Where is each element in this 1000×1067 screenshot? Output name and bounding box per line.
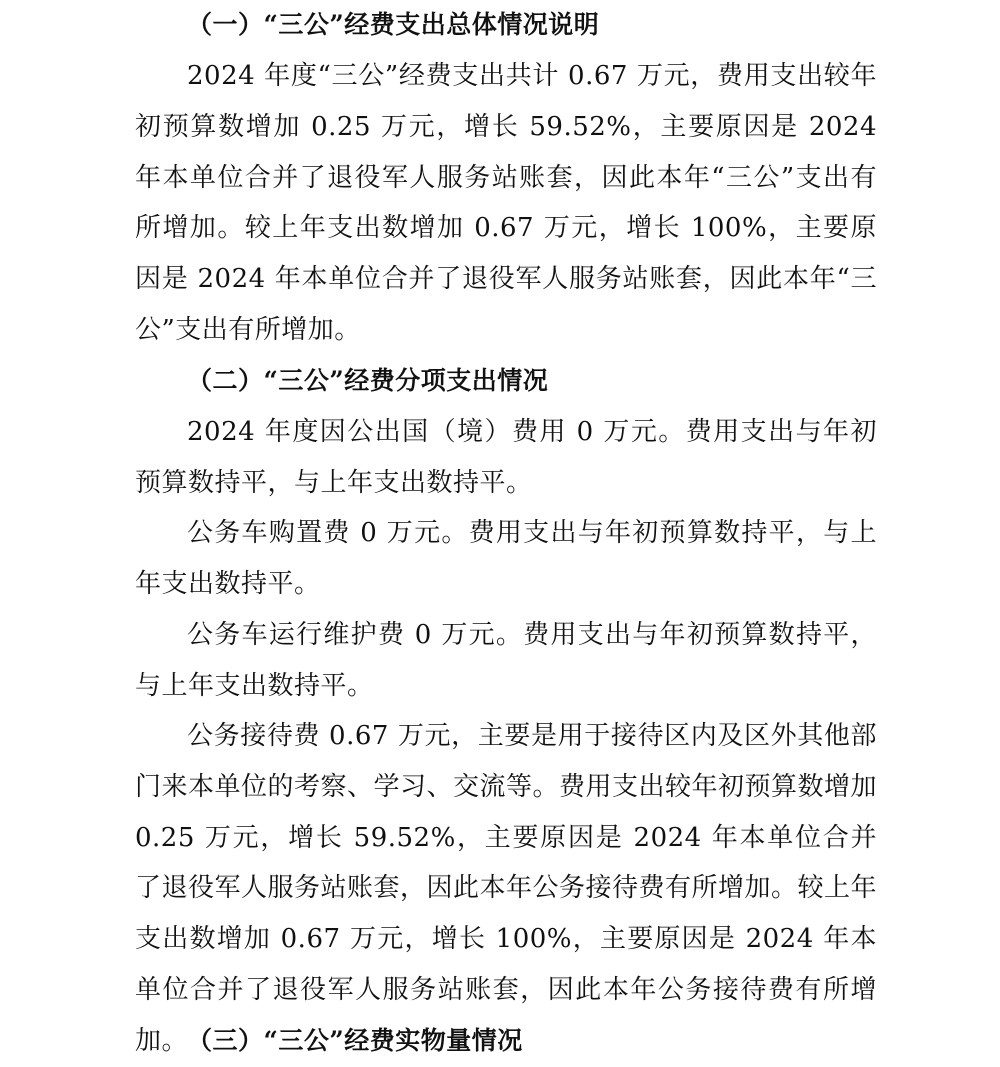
section-heading-1: （一）“三公”经费支出总体情况说明: [187, 10, 600, 39]
paragraph-overseas-travel: 2024 年度因公出国（境）费用 0 万元。费用支出与年初预算数持平，与上年支出数持平。: [135, 417, 877, 498]
section-heading-3: （三）“三公”经费实物量情况: [187, 1026, 523, 1055]
paragraph-vehicle-purchase: 公务车购置费 0 万元。费用支出与年初预算数持平，与上年支出数持平。: [135, 518, 877, 599]
section-heading-2: （二）“三公”经费分项支出情况: [187, 366, 549, 395]
paragraph-reception: 公务接待费 0.67 万元，主要是用于接待区内及区外其他部门来本单位的考察、学习、交流等。费用支出较年初预算数增加 0.25 万元，增长 59.52%，主要原因是 2024 年本单位合并了退役军人服务站账套，因此本年公务接待费有所增加。较上年支出数增加 0.67 万元，增长 100%，主要原因是 2024 年本单位合并了退役军人服务站账套，因此本年公务接待费有所增加。: [135, 721, 878, 1056]
paragraph-vehicle-operation: 公务车运行维护费 0 万元。费用支出与年初预算数持平，与上年支出数持平。: [135, 620, 877, 701]
paragraph-total-overview: 2024 年度“三公”经费支出共计 0.67 万元，费用支出较年初预算数增加 0.25 万元，增长 59.52%，主要原因是 2024 年本单位合并了退役军人服务站账套，因此本年“三公”支出有所增加。较上年支出数增加 0.67 万元，增长 100%，主要原因是 2024 年本单位合并了退役军人服务站账套，因此本年“三公”支出有所增加。: [135, 61, 877, 345]
